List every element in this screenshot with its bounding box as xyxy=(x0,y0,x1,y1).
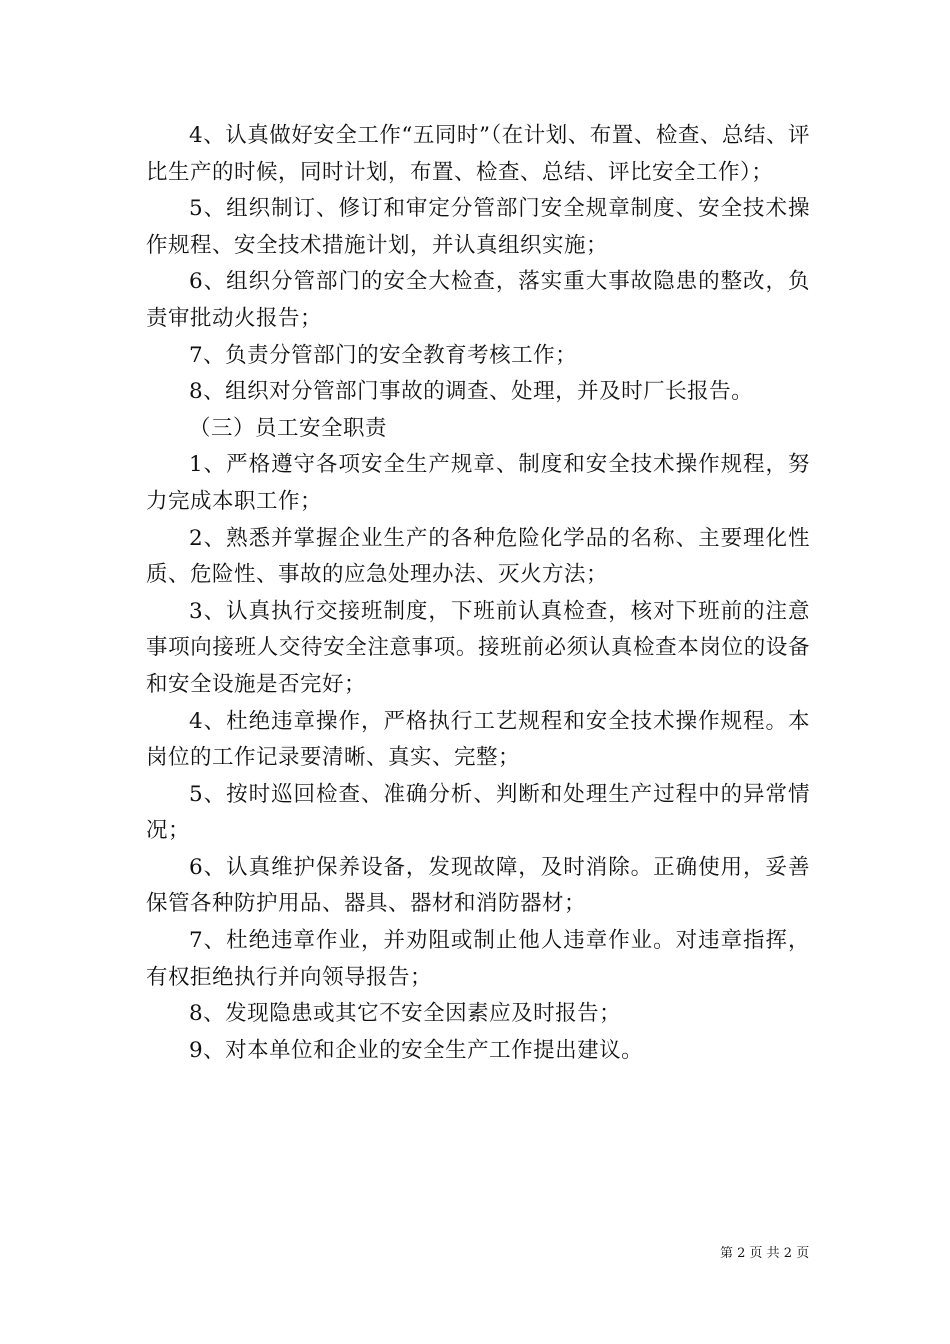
section-heading: （三）员工安全职责 xyxy=(189,415,388,441)
paragraph: 5、按时巡回检查、准确分析、判断和处理生产过程中的异常情况； xyxy=(146,781,810,844)
paragraph: 5、组织制订、修订和审定分管部门安全规章制度、安全技术操作规程、安全技术措施计划，并认真组织实施； xyxy=(146,196,810,258)
paragraph: 9、对本单位和企业的安全生产工作提出建议。 xyxy=(189,1037,644,1063)
paragraph: 1、严格遵守各项安全生产规章、制度和安全技术操作规程，努力完成本职工作； xyxy=(146,452,810,514)
paragraph: 8、组织对分管部门事故的调查、处理，并及时厂长报告。 xyxy=(189,379,754,405)
paragraph: 7、负责分管部门的安全教育考核工作； xyxy=(189,342,578,368)
paragraph: 6、认真维护保养设备，发现故障，及时消除。正确使用，妥善保管各种防护用品、器具、器材和消防器材； xyxy=(146,854,810,917)
paragraph: 6、组织分管部门的安全大检查，落实重大事故隐患的整改，负责审批动火报告； xyxy=(146,269,810,331)
paragraph: 3、认真执行交接班制度，下班前认真检查，核对下班前的注意事项向接班人交待安全注意事项。接班前必须认真检查本岗位的设备和安全设施是否完好； xyxy=(146,598,810,697)
paragraph: 2、熟悉并掌握企业生产的各种危险化学品的名称、主要理化性质、危险性、事故的应急处理办法、灭火方法； xyxy=(146,525,810,588)
paragraph: 4、杜绝违章操作，严格执行工艺规程和安全技术操作规程。本岗位的工作记录要清晰、真实、完整； xyxy=(146,708,810,771)
paragraph: 7、杜绝违章作业，并劝阻或制止他人违章作业。对违章指挥，有权拒绝执行并向领导报告； xyxy=(146,928,810,990)
page-number: 第 2 页 共 2 页 xyxy=(720,1246,810,1261)
paragraph: 8、发现隐患或其它不安全因素应及时报告； xyxy=(189,1001,622,1027)
paragraph: 4、认真做好安全工作“五同时”（在计划、布置、检查、总结、评比生产的时候，同时计划，布置、检查、总结、评比安全工作）； xyxy=(146,123,810,185)
document-body xyxy=(146,118,810,1069)
